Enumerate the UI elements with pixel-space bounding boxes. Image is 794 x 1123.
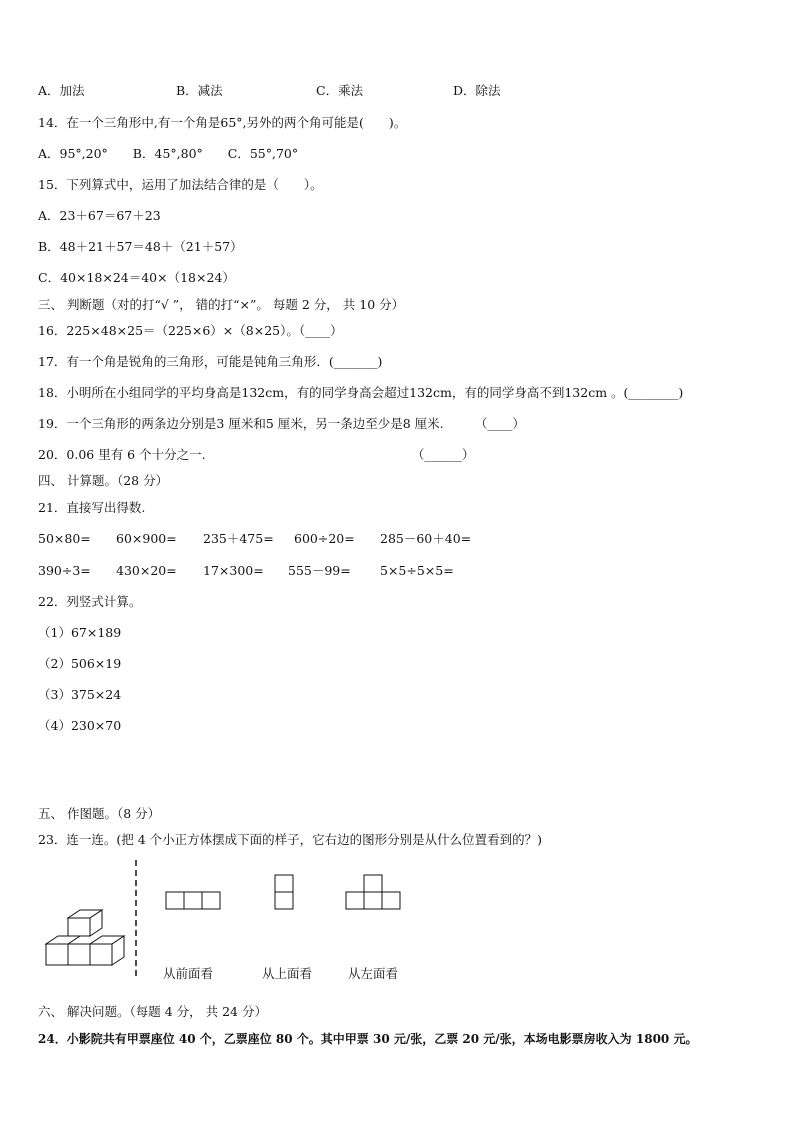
q13-option-b: B．减法 [176, 83, 223, 98]
calc-item: 235＋475= [203, 531, 274, 546]
q21: 21．直接写出得数. [38, 500, 146, 515]
q17: 17．有一个角是锐角的三角形，可能是钝角三角形．(_______) [38, 354, 383, 369]
q15-option-a: A．23＋67＝67＋23 [38, 208, 161, 223]
calc-item: 555－99= [288, 563, 351, 578]
q13-option-c: C．乘法 [316, 83, 364, 98]
q22-item-4: （4）230×70 [38, 718, 122, 733]
view-label-left: 从左面看 [348, 966, 399, 981]
section6-title: 六、 解决问题。（每题 4 分， 共 24 分） [38, 1004, 267, 1019]
left-view-drawing [346, 875, 400, 909]
cube-stack-drawing [46, 910, 124, 965]
calc-item: 600÷20= [294, 531, 355, 546]
top-view-drawing [275, 875, 293, 909]
view-label-front: 从前面看 [163, 966, 214, 981]
calc-item: 430×20= [116, 563, 177, 578]
q14-stem: 14．在一个三角形中,有一个角是65°,另外的两个角可能是( )。 [38, 115, 407, 130]
section5-title: 五、 作图题。（8 分） [38, 806, 161, 821]
section3-title: 三、 判断题（对的打“√ ”， 错的打“×”。 每题 2 分， 共 10 分） [38, 297, 405, 312]
calc-item: 5×5÷5×5= [380, 563, 454, 578]
q22: 22．列竖式计算。 [38, 594, 142, 609]
q15-option-b: B．48＋21＋57＝48＋（21＋57） [38, 239, 243, 254]
q14-options: A．95°,20° B．45°,80° C．55°,70° [38, 146, 299, 161]
q18: 18．小明所在小组同学的平均身高是132cm，有的同学身高会超过132cm，有的同学身高不到132cm 。(________) [38, 385, 684, 400]
calc-item: 285－60＋40= [380, 531, 472, 546]
calc-item: 390÷3= [38, 563, 91, 578]
q22-item-1: （1）67×189 [38, 625, 122, 640]
q23: 23．连一连。(把 4 个小正方体摆成下面的样子，它右边的图形分别是从什么位置看到的？) [38, 832, 543, 847]
q13-option-a: A．加法 [38, 83, 85, 98]
q15-stem: 15．下列算式中，运用了加法结合律的是（ ）。 [38, 177, 323, 192]
q22-item-2: （2）506×19 [38, 656, 122, 671]
calc-item: 17×300= [203, 563, 264, 578]
calc-item: 60×900= [116, 531, 177, 546]
q15-option-c: C．40×18×24＝40×（18×24） [38, 270, 235, 285]
q22-item-3: （3）375×24 [38, 687, 122, 702]
section4-title: 四、 计算题。（28 分） [38, 473, 169, 488]
front-view-drawing [166, 892, 220, 909]
q19: 19．一个三角形的两条边分别是3 厘米和5 厘米，另一条边至少是8 厘米. （____） [38, 416, 525, 431]
q16: 16．225×48×25＝（225×6）×（8×25）。（____） [38, 323, 343, 338]
q13-option-d: D．除法 [453, 83, 501, 98]
q20: 20．0.06 里有 6 个十分之一. （______） [38, 447, 475, 462]
calc-item: 50×80= [38, 531, 91, 546]
q24: 24．小影院共有甲票座位 40 个，乙票座位 80 个。其中甲票 30 元/张，乙票 20 元/张，本场电影票房收入为 1800 元。 [38, 1032, 698, 1046]
view-label-top: 从上面看 [262, 966, 313, 981]
